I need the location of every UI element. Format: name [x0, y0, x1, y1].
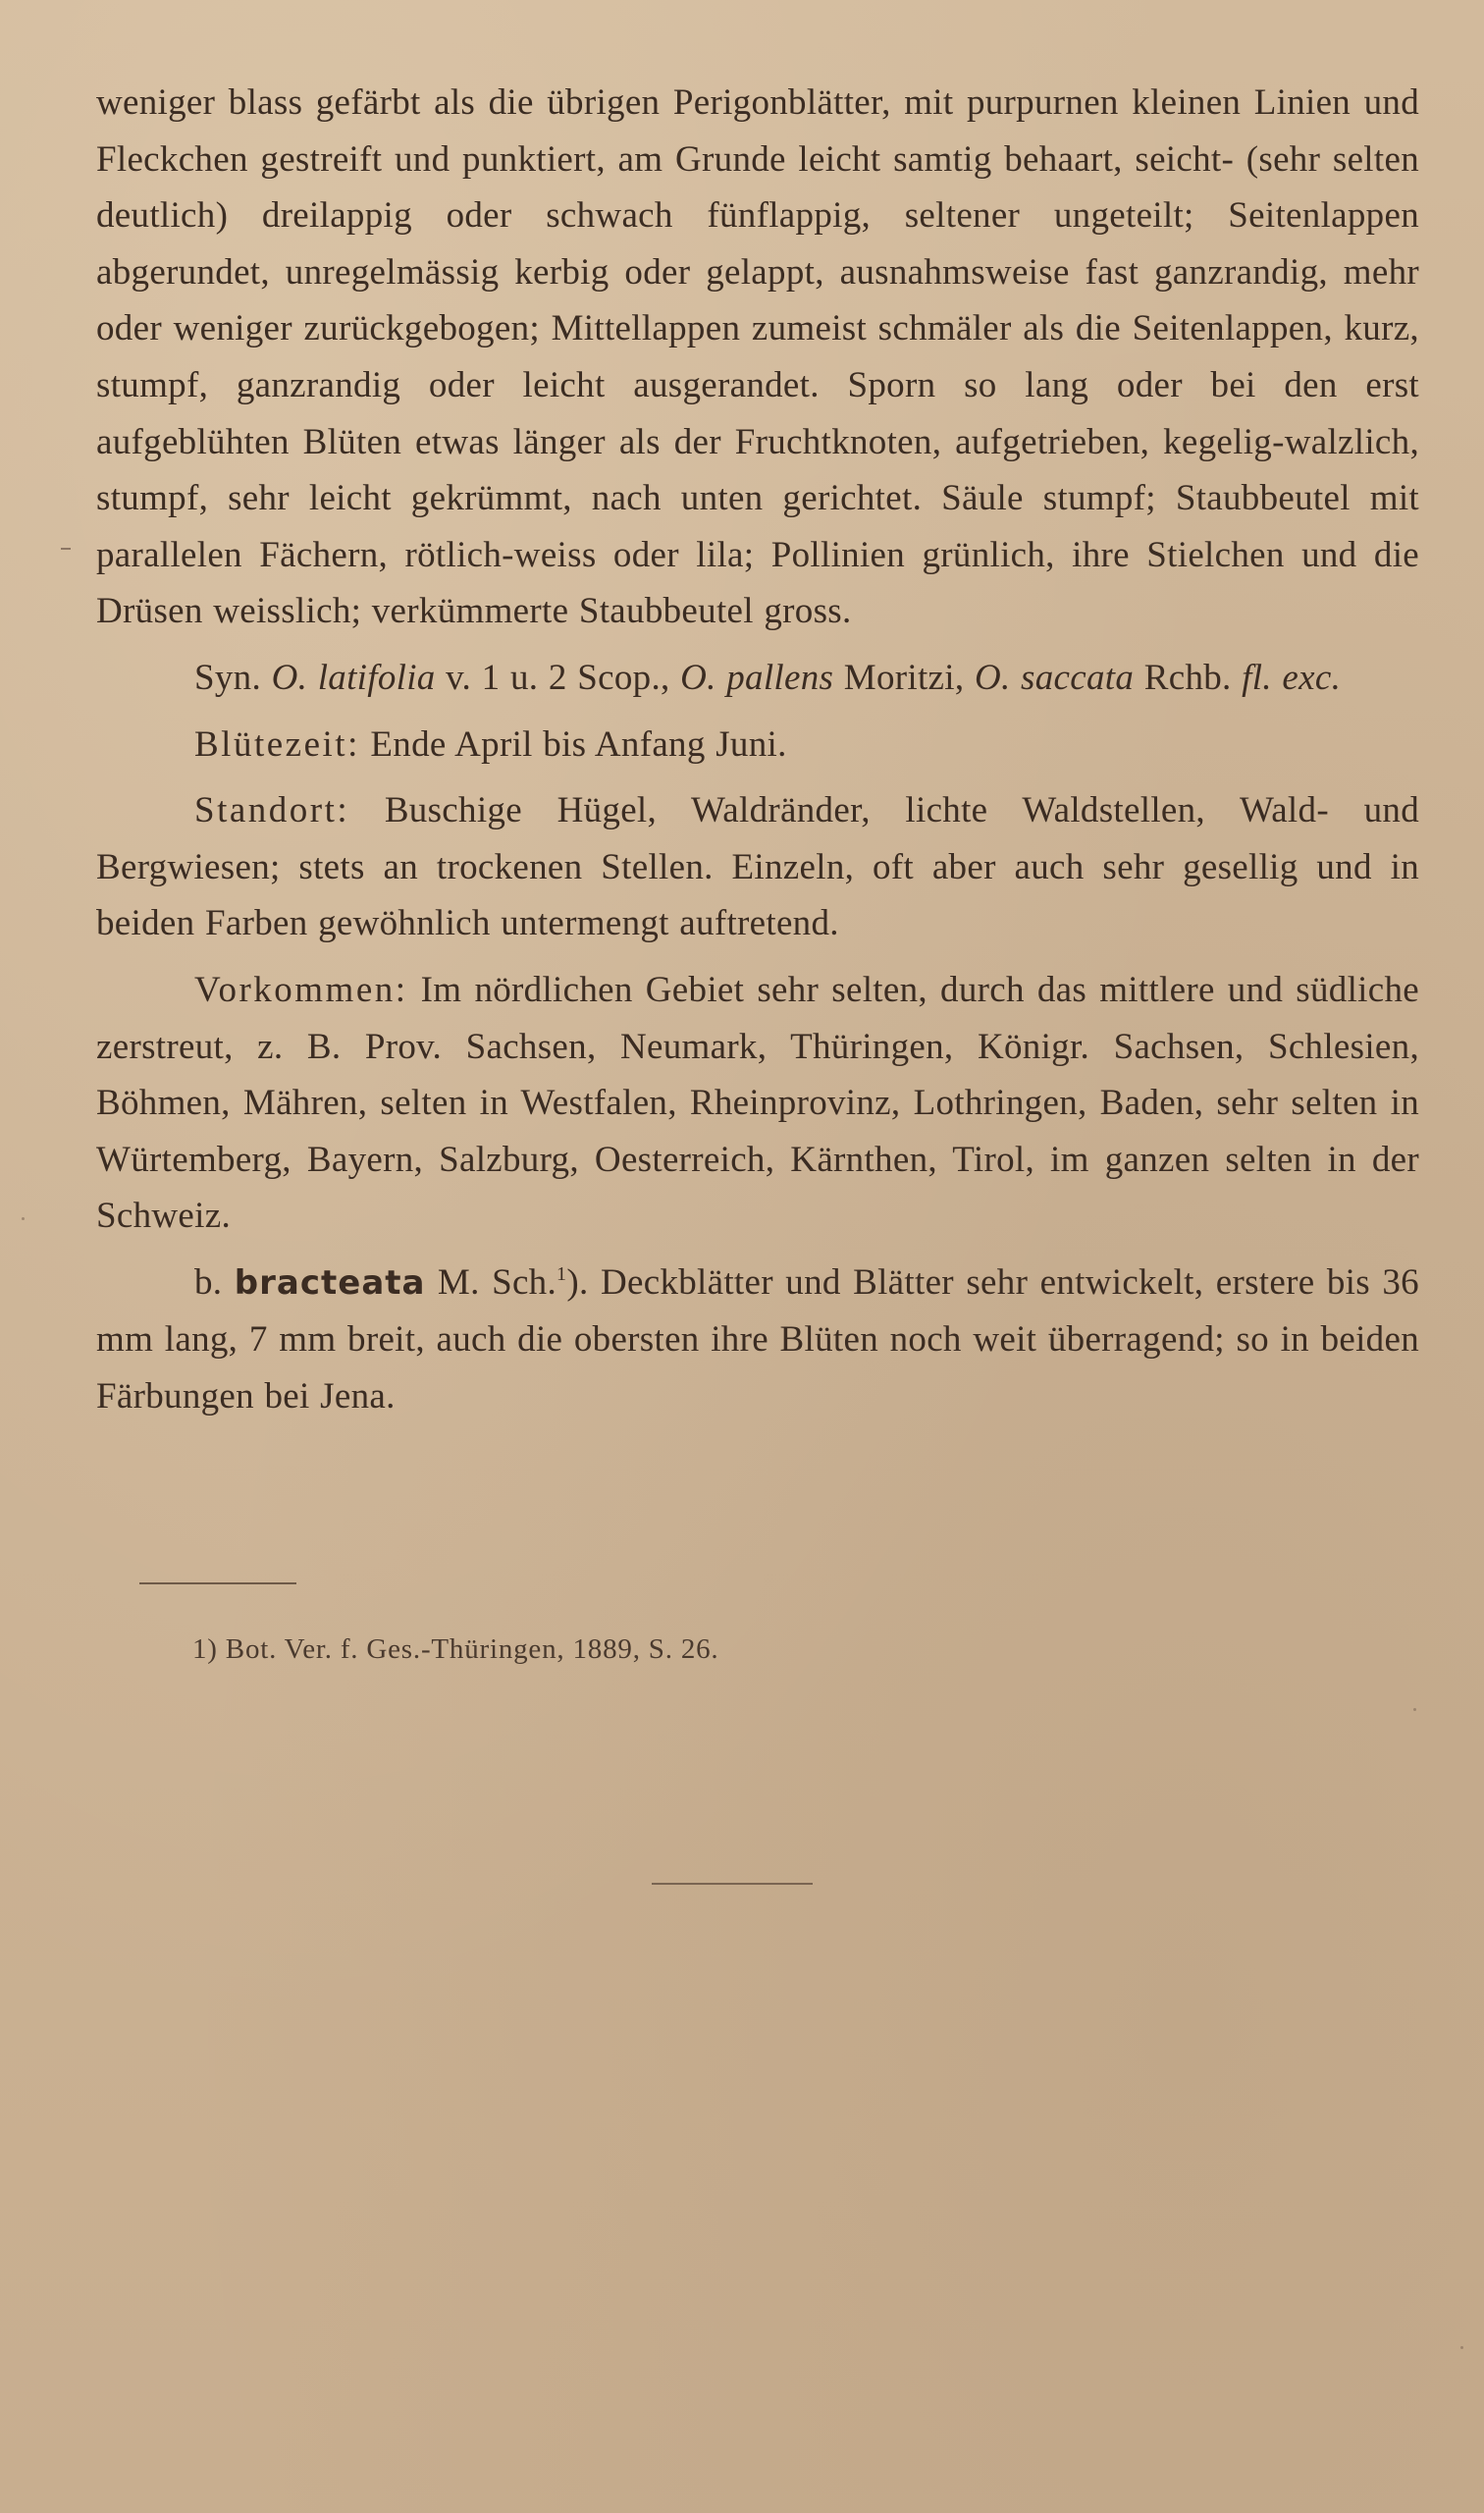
bluetezeit-paragraph	[96, 717, 1419, 774]
syn-text-3: Rchb.	[1134, 657, 1243, 698]
standort-text: Buschige Hügel, Waldränder, lichte Waldstellen, Wald- und Bergwiesen; stets an trockenen Stellen. Einzeln, oft aber auch sehr gesellig und in beiden Farben gewöhnlich untermengt auftretend.	[96, 790, 1419, 944]
footnote-divider	[139, 1582, 296, 1584]
margin-mark	[61, 548, 71, 550]
syn-taxon-saccata: O. saccata	[974, 657, 1135, 698]
paper-speck	[22, 1217, 25, 1220]
bracteata-prefix: b.	[194, 1261, 235, 1303]
footnote-reference[interactable]: 1	[556, 1262, 567, 1285]
bracteata-author: M. Sch.	[425, 1261, 557, 1303]
vorkommen-paragraph	[96, 962, 1419, 1245]
syn-label: Syn.	[194, 657, 262, 698]
description-paragraph: weniger blass gefärbt als die übrigen Perigonblätter, mit purpurnen kleinen Linien und Fleckchen gestreift und punktiert, am Grunde leicht samtig behaart, seicht- (sehr selten deutlich) dreilappig oder schwach fünflappig, seltener ungeteilt; Seitenlappen abgerundet, unregelmässig kerbig oder gelappt, ausnahmsweise fast ganzrandig, mehr oder weniger zurückgebogen; Mittellappen zumeist schmäler als die Seitenlappen, kurz, stumpf, ganzrandig oder leicht ausgerandet. Sporn so lang oder bei den erst aufgeblühten Blüten etwas länger als der Fruchtknoten, aufgetrieben, kegelig-walzlich, stumpf, sehr leicht gekrümmt, nach unten gerichtet. Säule stumpf; Staubbeutel mit parallelen Fächern, rötlich-weiss oder lila; Pollinien grünlich, ihre Stielchen und die Drüsen weisslich; verkümmerte Staubbeutel gross.	[96, 82, 1419, 632]
standort-paragraph	[96, 782, 1419, 952]
syn-text-fl-exc: fl. exc.	[1242, 657, 1342, 698]
paper-speck	[1413, 1708, 1416, 1711]
bluetezeit-text: Ende April bis Anfang Juni.	[359, 723, 787, 765]
body-text	[96, 75, 1419, 1425]
bracteata-name: bracteata	[234, 1262, 426, 1303]
bracteata-text: ). Deckblätter und Blätter sehr entwickelt, erstere bis 36 mm lang, 7 mm breit, auch die obersten ihre Blüten noch weit überragend; so in beiden Färbungen bei Jena.	[96, 1261, 1419, 1417]
vorkommen-label: Vorkommen:	[194, 969, 408, 1010]
section-end-rule	[652, 1883, 813, 1885]
synonyms-paragraph	[96, 650, 1419, 707]
footnote: 1) Bot. Ver. f. Ges.-Thüringen, 1889, S. 26.	[192, 1633, 719, 1665]
paper-speck	[1460, 2346, 1463, 2349]
bracteata-paragraph	[96, 1255, 1419, 1425]
syn-text-2: Moritzi,	[833, 657, 975, 698]
bluetezeit-label: Blütezeit:	[194, 723, 360, 765]
syn-taxon-pallens: O. pallens	[680, 657, 834, 698]
standort-label: Standort:	[194, 790, 350, 831]
syn-text-1: v. 1 u. 2 Scop.,	[435, 657, 681, 698]
vorkommen-text: Im nördlichen Gebiet sehr selten, durch das mittlere und südliche zerstreut, z. B. Prov. Sachsen, Neumark, Thüringen, Königr. Sachsen, Schlesien, Böhmen, Mähren, selten in Westfalen, Rheinprovinz, Lothringen, Baden, sehr selten in Würtemberg, Bayern, Salzburg, Oesterreich, Kärnthen, Tirol, im ganzen selten in der Schweiz.	[96, 969, 1419, 1237]
syn-taxon-latifolia: O. latifolia	[271, 657, 436, 698]
